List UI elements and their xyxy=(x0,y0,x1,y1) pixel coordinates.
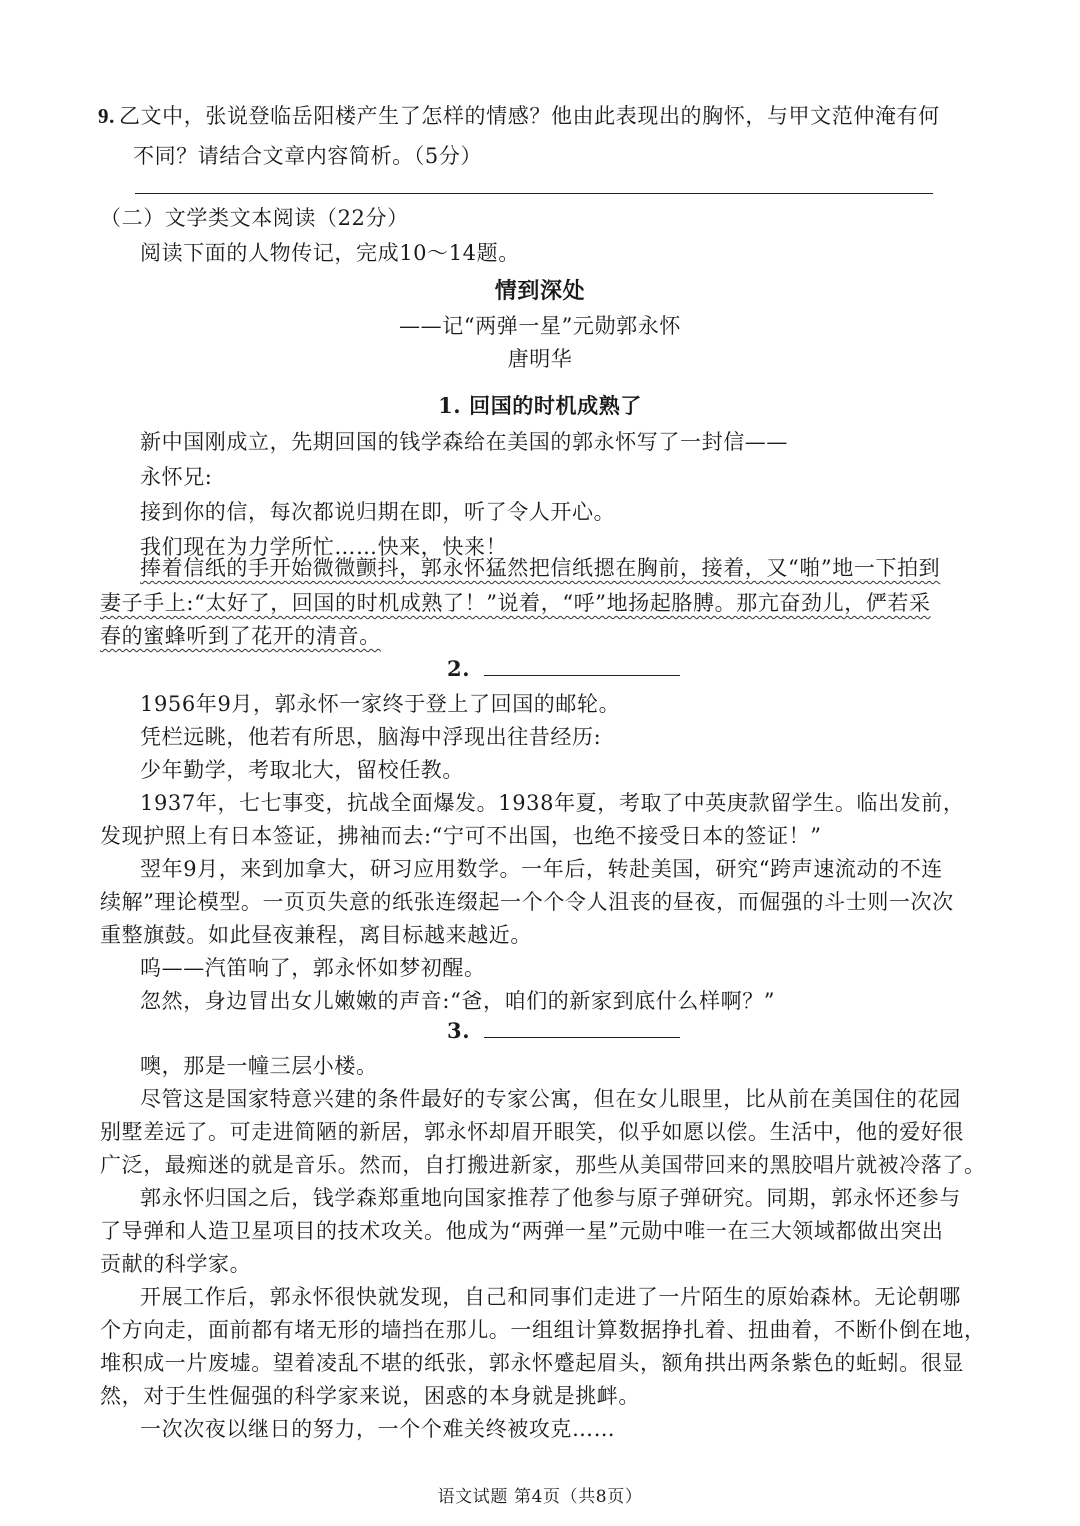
part-3-heading xyxy=(447,1018,1080,1044)
paragraph-line: 一次次夜以继日的努力，一个个难关终被攻克…… xyxy=(140,1417,616,1441)
article-author: 唐明华 xyxy=(507,347,573,371)
part-number: 2. xyxy=(447,656,471,681)
paragraph-line: 了导弹和人造卫星项目的技术攻关。他成为“两弹一星”元勋中唯一在三大领域都做出突出 xyxy=(100,1219,944,1243)
paragraph-line: 少年勤学，考取北大，留校任教。 xyxy=(140,758,464,782)
paragraph-line: 个方向走，面前都有堵无形的墙挡在那儿。一组组计算数据挣扎着、扭曲着，不断仆倒在地， xyxy=(100,1318,986,1342)
section-instruction: 阅读下面的人物传记，完成10～14题。 xyxy=(140,241,520,265)
answer-line xyxy=(135,193,933,194)
underlined-passage-line: 春的蜜蜂听到了花开的清音。 xyxy=(100,624,381,648)
paragraph-line: 别墅差远了。可走进简陋的新居，郭永怀却眉开眼笑，似乎如愿以偿。生活中，他的爱好很 xyxy=(100,1120,964,1144)
paragraph-line: 噢，那是一幢三层小楼。 xyxy=(140,1054,378,1078)
paragraph-line: 凭栏远眺，他若有所思，脑海中浮现出往昔经历: xyxy=(140,725,602,749)
part-1-heading: 1. 回国的时机成熟了 xyxy=(438,393,642,418)
paragraph-line: 忽然，身边冒出女儿嫩嫩的声音:“爸，咱们的新家到底什么样啊？” xyxy=(140,989,776,1013)
paragraph-line: 然，对于生性倔强的科学家来说，困惑的本身就是挑衅。 xyxy=(100,1384,640,1408)
paragraph-line: 1937年，七七事变，抗战全面爆发。1938年夏，考取了中英庚款留学生。临出发前， xyxy=(140,791,965,815)
paragraph-line: 永怀兄: xyxy=(140,465,213,489)
paragraph-line: 郭永怀归国之后，钱学森郑重地向国家推荐了他参与原子弹研究。同期，郭永怀还参与 xyxy=(140,1186,961,1210)
paragraph-line: 我们现在为力学所忙……快来，快来！ xyxy=(140,535,508,559)
paragraph-line: 开展工作后，郭永怀很快就发现，自己和同事们走进了一片陌生的原始森林。无论朝哪 xyxy=(140,1285,961,1309)
paragraph-line: 发现护照上有日本签证，拂袖而去:“宁可不出国，也绝不接受日本的签证！” xyxy=(100,824,822,848)
paragraph-line: 广泛，最痴迷的就是音乐。然而，自打搬进新家，那些从美国带回来的黑胶唱片就被冷落了。 xyxy=(100,1153,986,1177)
question-number: 9. xyxy=(98,104,115,128)
paragraph-line: 贡献的科学家。 xyxy=(100,1252,252,1276)
part-2-heading xyxy=(447,656,1080,682)
page-footer: 语文试题 第4页（共8页） xyxy=(437,1487,643,1507)
fill-in-blank xyxy=(484,657,680,676)
paragraph-line: 续解”理论模型。一页页失意的纸张连缀起一个个令人沮丧的昼夜，而倔强的斗士则一次次 xyxy=(100,890,954,914)
paragraph-line: 呜——汽笛响了，郭永怀如梦初醒。 xyxy=(140,956,486,980)
fill-in-blank xyxy=(484,1019,680,1038)
paragraph-line: 1956年9月，郭永怀一家终于登上了回国的邮轮。 xyxy=(140,692,621,716)
paragraph-line: 重整旗鼓。如此昼夜兼程，离目标越来越近。 xyxy=(100,923,532,947)
question-9-line-1: 9. 乙文中，张说登临岳阳楼产生了怎样的情感？他由此表现出的胸怀，与甲文范仲淹有何 xyxy=(98,104,940,128)
article-title: 情到深处 xyxy=(494,278,586,304)
article-subtitle: ——记“两弹一星”元勋郭永怀 xyxy=(399,314,681,338)
paragraph-line: 新中国刚成立，先期回国的钱学森给在美国的郭永怀写了一封信—— xyxy=(140,430,788,454)
paragraph-line: 堆积成一片废墟。望着凌乱不堪的纸张，郭永怀蹙起眉头，额角拱出两条紫色的蚯蚓。很显 xyxy=(100,1351,964,1375)
underlined-passage-line: 妻子手上:“太好了，回国的时机成熟了！”说着，“呼”地扬起胳膊。那亢奋劲儿，俨若采 xyxy=(100,591,931,615)
paragraph-line: 翌年9月，来到加拿大，研习应用数学。一年后，转赴美国，研究“跨声速流动的不连 xyxy=(140,857,943,881)
underlined-passage-line: 捧着信纸的手开始微微颤抖，郭永怀猛然把信纸摁在胸前，接着，又“啪”地一下拍到 xyxy=(140,556,941,580)
section-heading: （二）文学类文本阅读（22分） xyxy=(100,206,409,230)
paragraph-line: 接到你的信，每次都说归期在即，听了令人开心。 xyxy=(140,500,616,524)
part-number: 3. xyxy=(447,1018,471,1043)
question-9-line-2: 不同？请结合文章内容简析。（5分） xyxy=(133,144,483,168)
paragraph-line: 尽管这是国家特意兴建的条件最好的专家公寓，但在女儿眼里，比从前在美国住的花园 xyxy=(140,1087,961,1111)
